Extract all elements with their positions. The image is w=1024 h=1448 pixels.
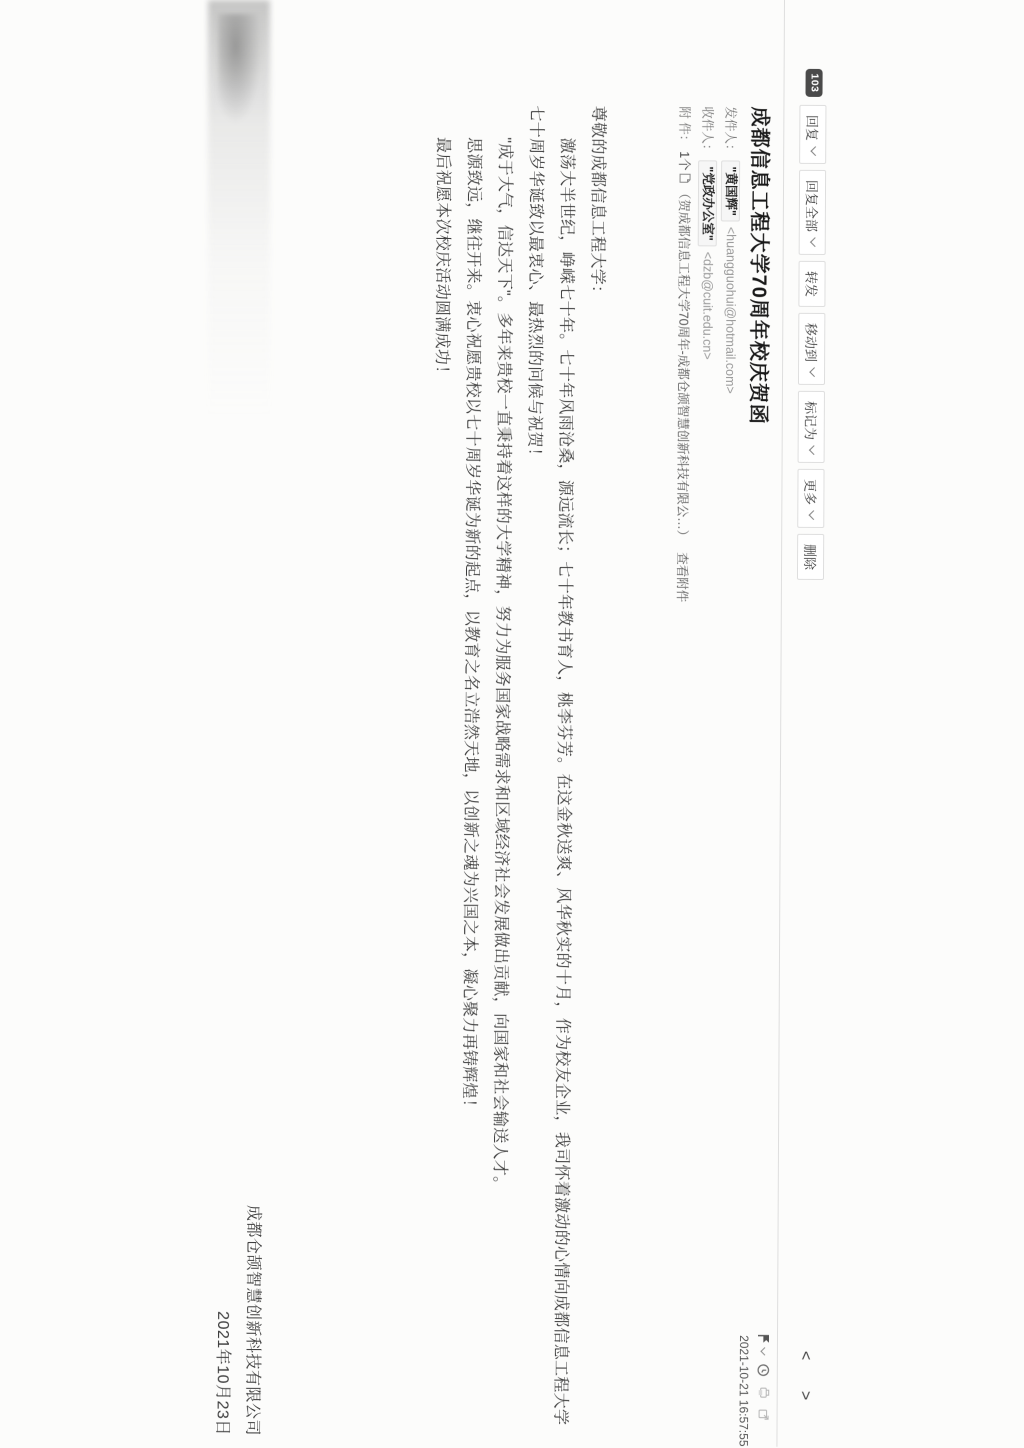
mail-action-icons bbox=[755, 1217, 772, 1447]
flag-icon[interactable] bbox=[757, 1334, 770, 1354]
body-line: 最后祝愿本次校庆活动圆满成功！ bbox=[432, 136, 452, 382]
from-address: <huangguohui@hotmail.com> bbox=[722, 226, 738, 394]
body-line: 激荡大半世纪，峥嵘七十年。七十年风雨沧桑，源远流长；七十年教书育人，桃李芬芳。在这金秋送爽、风华秋实的十月，作为校友企业，我司怀着激动的心情向成都信息工程大学 bbox=[551, 137, 576, 1426]
previous-mail-button[interactable]: < bbox=[796, 1347, 814, 1364]
mail-toolbar bbox=[797, 105, 826, 580]
reply-label: 回复 bbox=[804, 114, 820, 141]
from-contact-chip[interactable]: "黄国辉" bbox=[721, 160, 740, 221]
mark-as-button[interactable] bbox=[798, 391, 825, 463]
to-label: 收件人： bbox=[700, 106, 715, 157]
mail-body bbox=[420, 105, 613, 1442]
mail-subject: 成都信息工程大学70周年校庆贺函 bbox=[746, 106, 771, 425]
more-label: 更多 bbox=[802, 478, 818, 506]
count-badge: 103 bbox=[805, 69, 822, 97]
to-address: <dzb@cuit.edu.cn> bbox=[700, 251, 715, 360]
body-line: 七十周岁华诞致以最衷心、最热烈的问候与祝贺！ bbox=[525, 105, 545, 465]
forward-button[interactable] bbox=[798, 261, 825, 307]
reply-all-button[interactable] bbox=[799, 170, 826, 255]
popout-icon[interactable] bbox=[758, 1409, 770, 1421]
delete-button[interactable] bbox=[797, 534, 824, 580]
chevron-down-icon bbox=[810, 237, 820, 247]
attachment-label: 附 件： bbox=[677, 106, 692, 148]
forward-label: 转发 bbox=[803, 270, 819, 297]
next-mail-button[interactable]: > bbox=[796, 1387, 814, 1404]
attachment-count: 1个 bbox=[677, 151, 692, 171]
reply-button[interactable] bbox=[799, 105, 826, 164]
signature-date: 2021年10月23日 bbox=[213, 1311, 232, 1436]
chevron-down-icon bbox=[809, 367, 819, 377]
to-row bbox=[697, 106, 718, 359]
from-row bbox=[720, 106, 742, 393]
signature-company: 成都仓颉智慧创新科技有限公司 bbox=[243, 1204, 262, 1437]
signature-block bbox=[206, 1205, 267, 1436]
salutation: 尊敬的成都信息工程大学： bbox=[588, 105, 607, 302]
doc-icon bbox=[679, 174, 691, 184]
to-contact-chip[interactable]: "党政办公室" bbox=[698, 160, 717, 246]
view-attachment-link[interactable]: 查看附件 bbox=[674, 552, 690, 603]
chevron-down-icon bbox=[809, 445, 819, 455]
chevron-down-icon bbox=[810, 146, 820, 156]
move-to-button[interactable] bbox=[798, 313, 825, 385]
body-line: 思源致远，继往开来。衷心祝愿贵校以七十周岁华诞为新的起点，以教育之名立浩然天地，以创新之魂为兴国之本，凝心聚力再铸辉煌！ bbox=[460, 137, 483, 1116]
move-to-label: 移动到 bbox=[803, 322, 819, 362]
clock-icon[interactable] bbox=[757, 1364, 770, 1377]
chevron-down-icon bbox=[760, 1347, 768, 1355]
mail-meta bbox=[736, 1217, 772, 1447]
from-label: 发件人： bbox=[723, 106, 738, 157]
delete-label: 删除 bbox=[802, 543, 818, 571]
attachment-name[interactable]: （贺成都信息工程大学70周年-成都仓颉智慧创新科技有限公…） bbox=[675, 186, 692, 543]
attachment-row bbox=[673, 106, 696, 602]
body-line: "成于大气，信达天下"。多年来贵校一直秉持着这样的大学精神，努力为服务国家战略需求和区域经济社会发展做出贡献，向国家和社会输送人才。 bbox=[490, 137, 514, 1193]
print-icon[interactable] bbox=[758, 1387, 770, 1399]
more-button[interactable] bbox=[797, 469, 824, 528]
mark-as-label: 标记为 bbox=[802, 400, 818, 441]
reply-all-label: 回复全部 bbox=[803, 179, 820, 232]
mail-datetime: 2021-10-21 16:57:55 bbox=[736, 1335, 752, 1447]
chevron-down-icon bbox=[809, 510, 819, 520]
toolbar-separator bbox=[776, 0, 785, 1447]
